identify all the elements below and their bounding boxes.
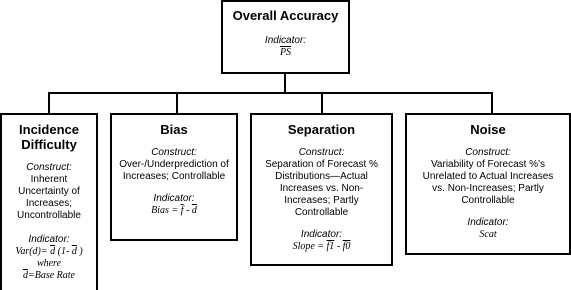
bias-indicator-label: Indicator: [153,193,195,204]
bias-title: Bias [160,122,188,137]
noise-construct-label: Construct: [465,147,511,158]
separation-construct: Separation of Forecast % Distributions—Actual Increases vs. Non-Increases; Partly Controllable [265,159,378,218]
separation-formula: Slope = f1 - f0 [292,241,351,252]
incidence-difficulty-construct: Inherent Uncertainty of Increases; Uncontrollable [17,174,81,221]
noise-indicator-label: Indicator: [467,217,509,228]
incidence-difficulty-where: where [36,258,62,269]
overall-accuracy-box [221,0,350,74]
bias-construct-label: Construct: [151,147,197,158]
connector-drop-4 [491,92,493,114]
separation-indicator-label: Indicator: [300,229,343,240]
incidence-difficulty-title: Incidence Difficulty [19,122,79,152]
noise-box [405,113,571,255]
connector-drop-1 [48,92,50,114]
noise-construct: Variability of Forecast %'s Unrelated to Actual Increases vs. Non-Increases; Partly Controllable [422,159,554,206]
overall-accuracy-title: Overall Accuracy [232,8,339,23]
bias-construct: Over-/Underprediction of Increases; Controllable [119,159,229,182]
incidence-difficulty-formula: $Var(d)= \overline{d}$ (1- $\overline{d}$ ) [15,246,83,257]
connector-drop-2 [176,92,178,114]
incidence-difficulty-construct-label: Construct: [26,162,72,173]
separation-title: Separation [287,122,356,137]
incidence-difficulty-indicator-label: Indicator: [28,234,70,245]
overall-accuracy-indicator-label: Indicator: [264,35,307,46]
overall-accuracy-indicator: $\overline{PS}$ [279,47,292,58]
connector-drop-3 [321,92,323,114]
connector-top-vertical [284,73,286,93]
separation-construct-label: Construct: [298,147,345,158]
incidence-difficulty-box [0,113,98,290]
connector-horizontal [48,92,493,94]
incidence-difficulty-base-rate: $\overline{d}=Base$ Rate [22,270,75,281]
noise-title: Noise [470,122,506,137]
bias-formula: Bias = $\overline{f} - \overline{d}$ [151,205,197,216]
bias-box [110,113,238,241]
separation-box [250,113,393,266]
noise-indicator: Scat [479,229,497,240]
